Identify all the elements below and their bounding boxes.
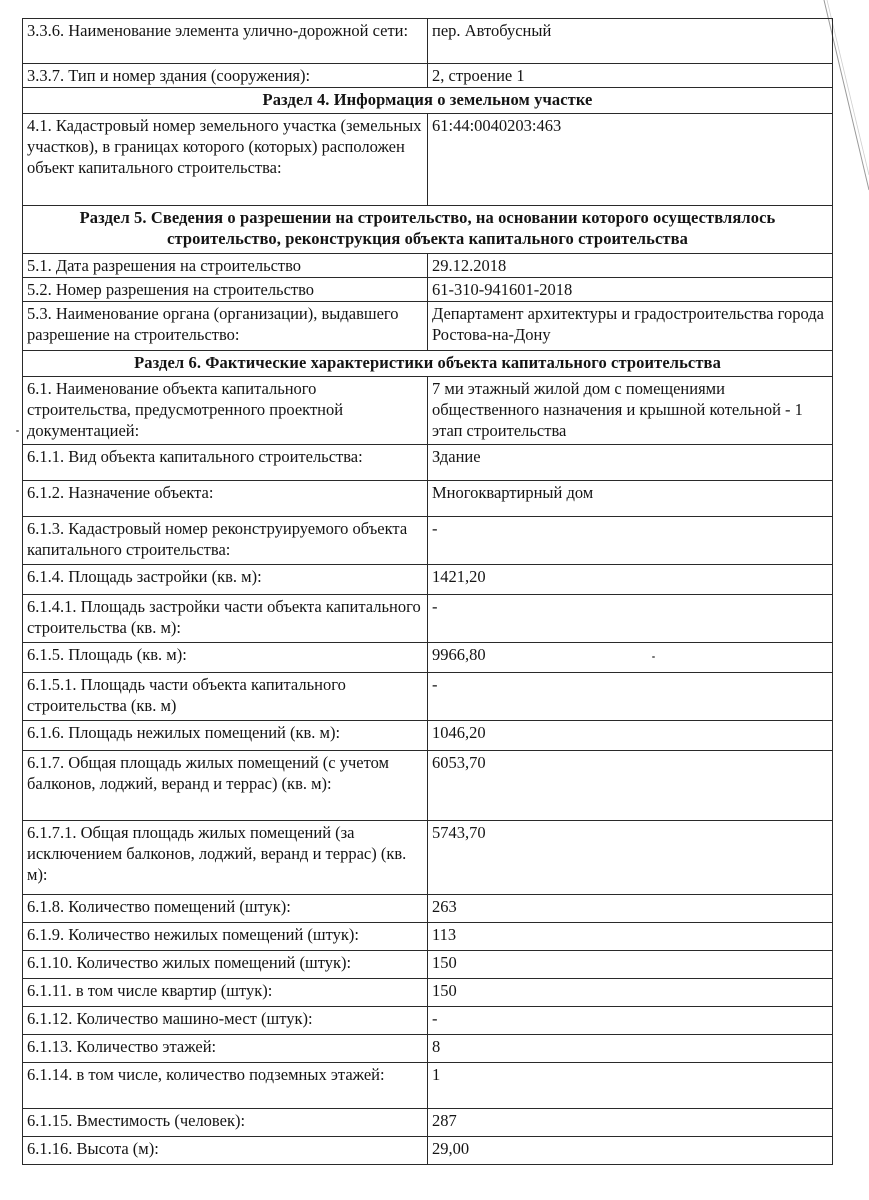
table-row	[23, 821, 833, 895]
field-value: -	[428, 595, 833, 643]
table-row	[23, 751, 833, 821]
table-row	[23, 517, 833, 565]
table-row	[23, 673, 833, 721]
field-label: 6.1.2. Назначение объекта:	[23, 481, 428, 517]
table-row	[23, 721, 833, 751]
field-value: пер. Автобусный	[428, 19, 833, 64]
field-value: -	[428, 1007, 833, 1035]
table-row	[23, 643, 833, 673]
field-label: 6.1.7.1. Общая площадь жилых помещений (за исключением балконов, лоджий, веранд и террас) (кв. м):	[23, 821, 428, 895]
table-row	[23, 377, 833, 445]
section-title: Раздел 4. Информация о земельном участке	[23, 88, 833, 114]
table-row	[23, 951, 833, 979]
field-label: 6.1.10. Количество жилых помещений (штук):	[23, 951, 428, 979]
field-value: 29.12.2018	[428, 254, 833, 278]
field-label: 6.1.4.1. Площадь застройки части объекта капитального строительства (кв. м):	[23, 595, 428, 643]
field-value: 150	[428, 951, 833, 979]
field-label: 6.1.13. Количество этажей:	[23, 1035, 428, 1063]
table-row	[23, 114, 833, 206]
table-row	[23, 64, 833, 88]
table-row	[23, 1007, 833, 1035]
table-row	[23, 895, 833, 923]
field-value: 1421,20	[428, 565, 833, 595]
field-label: 3.3.6. Наименование элемента улично-дорожной сети:	[23, 19, 428, 64]
table-row	[23, 254, 833, 278]
field-label: 6.1.14. в том числе, количество подземных этажей:	[23, 1063, 428, 1109]
table-row	[23, 595, 833, 643]
field-label: 6.1.5. Площадь (кв. м):	[23, 643, 428, 673]
table-row	[23, 923, 833, 951]
table-row	[23, 979, 833, 1007]
field-label: 6.1.7. Общая площадь жилых помещений (с учетом балконов, лоджий, веранд и террас) (кв. м):	[23, 751, 428, 821]
field-label: 4.1. Кадастровый номер земельного участка (земельных участков), в границах которого (которых) расположен объект капитального строительства:	[23, 114, 428, 206]
field-label: 6.1.11. в том числе квартир (штук):	[23, 979, 428, 1007]
table-row	[23, 1035, 833, 1063]
field-value: Здание	[428, 445, 833, 481]
field-value: 6053,70	[428, 751, 833, 821]
field-label: 6.1.16. Высота (м):	[23, 1137, 428, 1165]
field-label: 6.1.1. Вид объекта капитального строительства:	[23, 445, 428, 481]
field-value: Многоквартирный дом	[428, 481, 833, 517]
section-title: Раздел 5. Сведения о разрешении на строительство, на основании которого осуществлялось строительство, реконструкция объекта капитального строительства	[23, 206, 833, 254]
field-label: 6.1.3. Кадастровый номер реконструируемого объекта капитального строительства:	[23, 517, 428, 565]
field-value: 287	[428, 1109, 833, 1137]
document-sheet	[22, 18, 832, 1165]
field-value: Департамент архитектуры и градостроительства города Ростова-на-Дону	[428, 302, 833, 351]
field-label: 6.1.15. Вместимость (человек):	[23, 1109, 428, 1137]
field-value: 61:44:0040203:463	[428, 114, 833, 206]
field-value: 7 ми этажный жилой дом с помещениями общественного назначения и крышной котельной - 1 этап строительства	[428, 377, 833, 445]
field-value: 9966,80	[428, 643, 833, 673]
table-row	[23, 278, 833, 302]
field-value: 5743,70	[428, 821, 833, 895]
table-row	[23, 481, 833, 517]
section-header-row	[23, 351, 833, 377]
field-value: 1046,20	[428, 721, 833, 751]
scan-speck	[652, 656, 655, 658]
property-info-table	[22, 18, 833, 1165]
field-label: 5.1. Дата разрешения на строительство	[23, 254, 428, 278]
field-value: 1	[428, 1063, 833, 1109]
field-value: -	[428, 517, 833, 565]
field-label: 6.1.4. Площадь застройки (кв. м):	[23, 565, 428, 595]
field-label: 6.1.8. Количество помещений (штук):	[23, 895, 428, 923]
field-value: 8	[428, 1035, 833, 1063]
section-title: Раздел 6. Фактические характеристики объекта капитального строительства	[23, 351, 833, 377]
field-label: 6.1.9. Количество нежилых помещений (штук):	[23, 923, 428, 951]
table-row	[23, 1063, 833, 1109]
field-label: 3.3.7. Тип и номер здания (сооружения):	[23, 64, 428, 88]
field-label: 6.1.6. Площадь нежилых помещений (кв. м):	[23, 721, 428, 751]
field-label: 5.3. Наименование органа (организации), выдавшего разрешение на строительство:	[23, 302, 428, 351]
field-value: -	[428, 673, 833, 721]
field-value: 150	[428, 979, 833, 1007]
table-row	[23, 19, 833, 64]
table-row	[23, 1109, 833, 1137]
field-label: 6.1. Наименование объекта капитального строительства, предусмотренного проектной документацией:	[23, 377, 428, 445]
section-header-row	[23, 206, 833, 254]
table-body	[23, 19, 833, 1165]
field-value: 113	[428, 923, 833, 951]
field-value: 2, строение 1	[428, 64, 833, 88]
field-value: 61-310-941601-2018	[428, 278, 833, 302]
section-header-row	[23, 88, 833, 114]
field-value: 263	[428, 895, 833, 923]
field-value: 29,00	[428, 1137, 833, 1165]
field-label: 6.1.12. Количество машино-мест (штук):	[23, 1007, 428, 1035]
table-row	[23, 565, 833, 595]
field-label: 5.2. Номер разрешения на строительство	[23, 278, 428, 302]
table-row	[23, 445, 833, 481]
field-label: 6.1.5.1. Площадь части объекта капитального строительства (кв. м)	[23, 673, 428, 721]
table-row	[23, 302, 833, 351]
scan-speck	[16, 430, 19, 432]
table-row	[23, 1137, 833, 1165]
